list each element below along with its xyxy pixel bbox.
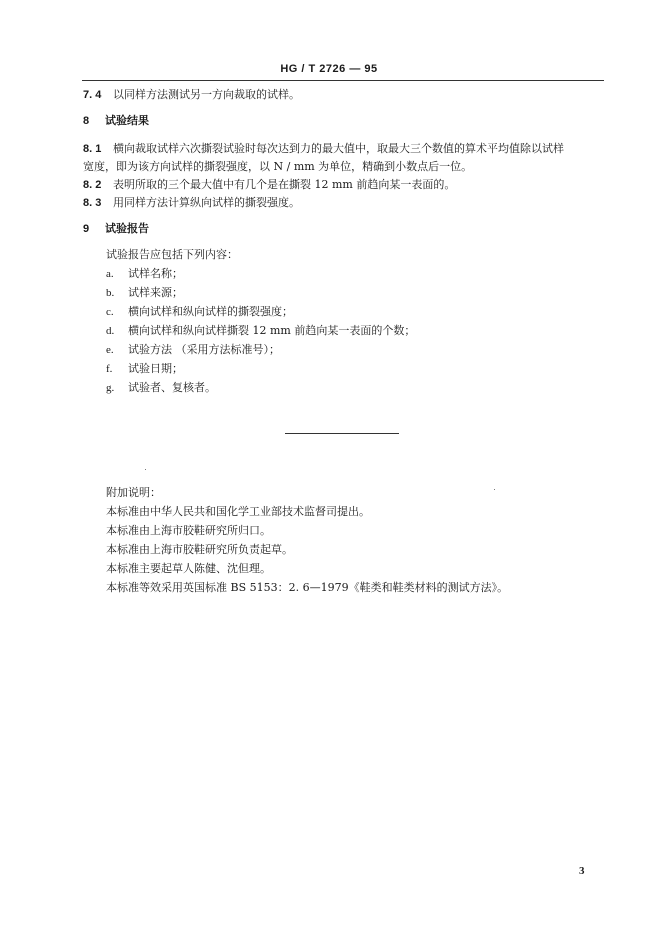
clause-text: 表明所取的三个最大值中有几个是在撕裂 12 mm 前趋向某一表面的。 [113, 178, 456, 191]
item-letter: d. [106, 325, 115, 337]
item-letter: f. [106, 363, 113, 375]
item-text: 试验日期； [128, 362, 183, 375]
item-text: 横向试样和纵向试样的撕裂强度； [128, 305, 293, 318]
appendix-title: 附加说明： [106, 486, 161, 499]
report-item-c [106, 305, 293, 319]
report-item-a [106, 267, 183, 281]
appendix-line: 本标准由中华人民共和国化学工业部技术监督司提出。 [106, 505, 370, 518]
clause-8-1-line-1 [83, 142, 564, 156]
scan-speck [145, 469, 146, 470]
scan-speck [494, 489, 495, 490]
clause-8-2 [83, 178, 455, 192]
end-of-standard-rule [285, 433, 399, 434]
clause-text: 以同样方法测试另一方向裁取的试样。 [113, 88, 300, 101]
report-item-d [106, 324, 415, 338]
report-intro: 试验报告应包括下列内容： [106, 248, 238, 261]
report-item-e [106, 343, 280, 357]
item-letter: b. [106, 287, 115, 299]
appendix-line: 本标准等效采用英国标准 BS 5153：2. 6—1979《鞋类和鞋类材料的测试方法》。 [106, 581, 509, 594]
section-title: 试验结果 [105, 114, 149, 127]
item-text: 试样名称； [128, 267, 183, 280]
clause-number: 8. 1 [83, 143, 102, 155]
item-text: 横向试样和纵向试样撕裂 12 mm 前趋向某一表面的个数； [128, 324, 416, 337]
page-number: 3 [579, 865, 585, 877]
item-letter: a. [106, 268, 114, 280]
appendix-line: 本标准由上海市胶鞋研究所负责起草。 [106, 543, 293, 556]
clause-number: 7. 4 [83, 89, 102, 101]
header-rule [82, 80, 604, 81]
report-item-f [106, 362, 183, 376]
appendix-line: 本标准由上海市胶鞋研究所归口。 [106, 524, 271, 537]
clause-text: 用同样方法计算纵向试样的撕裂强度。 [113, 196, 300, 209]
item-text: 试验方法 （采用方法标准号）； [128, 343, 280, 356]
section-number: 8 [83, 115, 90, 127]
item-text: 试验者、复核者。 [128, 381, 216, 394]
item-letter: g. [106, 382, 115, 394]
clause-number: 8. 2 [83, 179, 102, 191]
appendix-line: 本标准主要起草人陈健、沈但理。 [106, 562, 271, 575]
section-9-heading [83, 222, 149, 236]
item-letter: c. [106, 306, 114, 318]
report-item-b [106, 286, 183, 300]
item-text: 试样来源； [128, 286, 183, 299]
section-8-heading [83, 114, 149, 128]
clause-8-1-line-2: 宽度，即为该方向试样的撕裂强度，以 N / mm 为单位，精确到小数点后一位。 [83, 160, 473, 173]
clause-8-3 [83, 196, 300, 210]
report-item-g [106, 381, 216, 395]
standard-code-header: HG / T 2726 — 95 [280, 63, 378, 75]
section-number: 9 [83, 223, 90, 235]
clause-7-4 [83, 88, 300, 102]
item-letter: e. [106, 344, 114, 356]
section-title: 试验报告 [105, 222, 149, 235]
clause-number: 8. 3 [83, 197, 102, 209]
clause-text: 横向裁取试样六次撕裂试验时每次达到力的最大值中，取最大三个数值的算术平均值除以试样 [113, 142, 564, 155]
